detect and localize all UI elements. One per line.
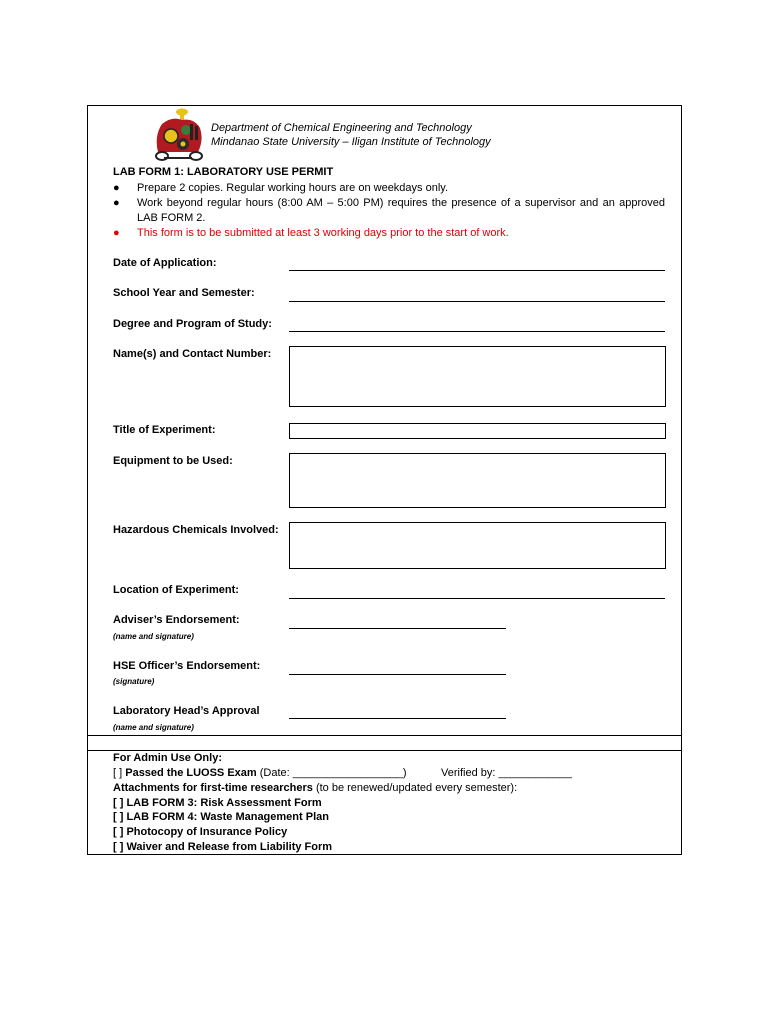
admin-luoss-row: [113, 766, 407, 781]
attachment-checkbox[interactable]: [ ]: [113, 826, 124, 838]
adviser-endorsement-label: Adviser’s Endorsement:: [113, 614, 240, 626]
verified-by: Verified by: ____________: [441, 767, 572, 779]
lab-head-signature-field[interactable]: [289, 718, 506, 719]
department-header: [211, 121, 491, 149]
title-experiment-field[interactable]: [289, 423, 666, 439]
location-field[interactable]: [289, 598, 665, 599]
instruction-text: Prepare 2 copies. Regular working hours are on weekdays only.: [137, 182, 449, 194]
date-of-application-label: Date of Application:: [113, 257, 217, 269]
university-name: Mindanao State University – Iligan Institute of Technology: [211, 136, 491, 148]
location-label: Location of Experiment:: [113, 584, 239, 596]
bullet-icon: ●: [113, 197, 120, 209]
hse-note: (signature): [113, 677, 155, 686]
form-title: LAB FORM 1: LABORATORY USE PERMIT: [113, 166, 334, 178]
degree-program-field[interactable]: [289, 331, 665, 332]
luoss-checkbox[interactable]: [ ]: [113, 767, 123, 779]
hse-endorsement-label: HSE Officer’s Endorsement:: [113, 660, 261, 672]
attachments-heading: [113, 781, 517, 796]
instruction-text: This form is to be submitted at least 3 working days prior to the start of work.: [137, 227, 509, 239]
hse-signature-field[interactable]: [289, 674, 506, 675]
admin-heading: For Admin Use Only:: [113, 752, 222, 764]
bullet-icon: ●: [113, 182, 120, 194]
instruction-item: [113, 196, 665, 226]
names-contact-label: Name(s) and Contact Number:: [113, 348, 272, 360]
attachment-label: LAB FORM 3: Risk Assessment Form: [126, 797, 322, 809]
instruction-text: Work beyond regular hours (8:00 AM – 5:00 PM) requires the presence of a supervisor and an approved LAB FORM 2.: [137, 197, 665, 224]
adviser-signature-field[interactable]: [289, 628, 506, 629]
instruction-item: [113, 181, 665, 196]
attachment-item: [113, 810, 329, 825]
attachment-label: Waiver and Release from Liability Form: [126, 841, 333, 853]
school-year-label: School Year and Semester:: [113, 287, 255, 299]
attachment-checkbox[interactable]: [ ]: [113, 811, 124, 823]
attachment-label: Photocopy of Insurance Policy: [126, 826, 288, 838]
hazardous-chemicals-field[interactable]: [289, 522, 666, 569]
luoss-date: (Date: __________________): [259, 767, 407, 779]
title-experiment-label: Title of Experiment:: [113, 424, 216, 436]
attachments-note: (to be renewed/updated every semester):: [312, 782, 518, 794]
divider-admin-top: [87, 735, 682, 736]
lab-head-approval-label: Laboratory Head’s Approval: [113, 705, 260, 717]
degree-program-label: Degree and Program of Study:: [113, 318, 272, 330]
equipment-field[interactable]: [289, 453, 666, 508]
equipment-label: Equipment to be Used:: [113, 455, 233, 467]
school-year-field[interactable]: [289, 301, 665, 302]
attachments-label: Attachments for first-time researchers: [113, 782, 313, 794]
attachment-checkbox[interactable]: [ ]: [113, 841, 124, 853]
attachment-label: LAB FORM 4: Waste Management Plan: [126, 811, 329, 823]
attachment-checkbox[interactable]: [ ]: [113, 797, 124, 809]
names-contact-field[interactable]: [289, 346, 666, 407]
adviser-note: (name and signature): [113, 632, 194, 641]
attachment-item: [113, 796, 322, 811]
attachment-item: [113, 825, 287, 840]
department-name: Department of Chemical Engineering and Technology: [211, 122, 472, 134]
luoss-label: Passed the LUOSS Exam: [125, 767, 257, 779]
attachment-item: [113, 840, 332, 855]
university-seal-logo: [150, 106, 206, 164]
hazardous-chemicals-label: Hazardous Chemicals Involved:: [113, 524, 279, 536]
lab-head-note: (name and signature): [113, 723, 194, 732]
date-of-application-field[interactable]: [289, 270, 665, 271]
instruction-item-warning: [113, 226, 665, 241]
bullet-icon: ●: [113, 227, 120, 239]
